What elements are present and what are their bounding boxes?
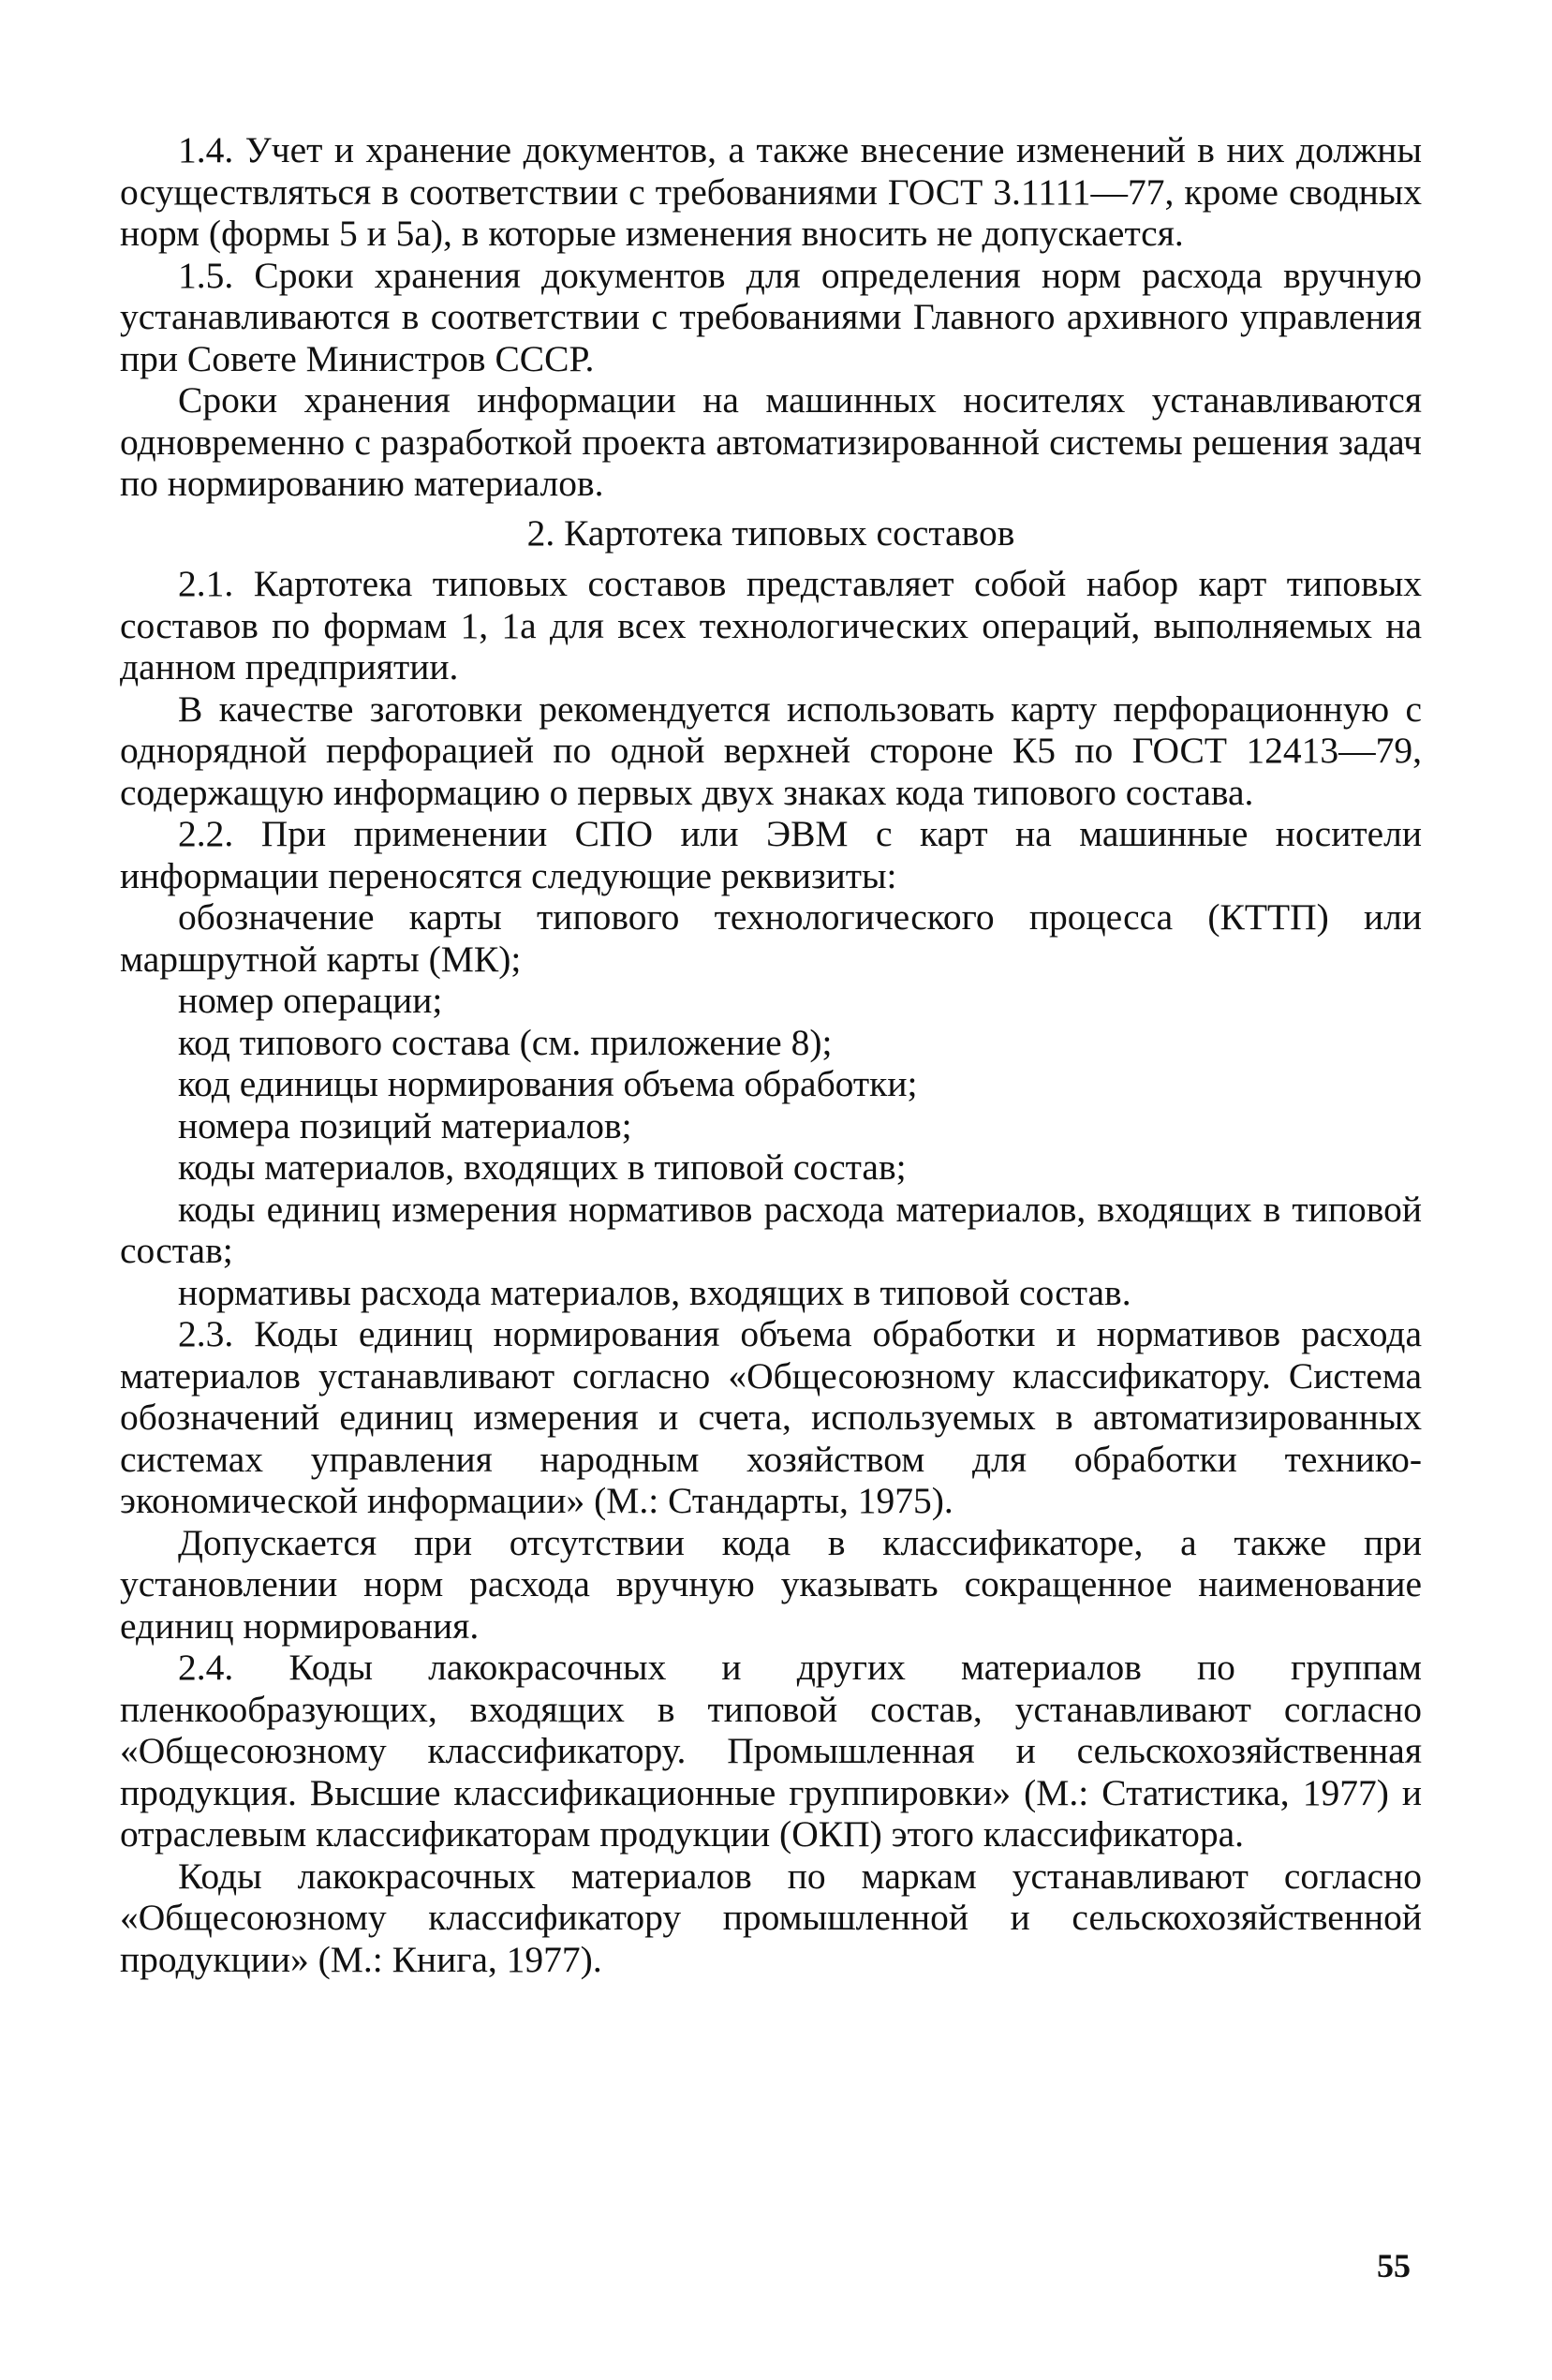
list-item: код единицы нормирования объема обработки; bbox=[178, 1063, 918, 1104]
paragraph-2-4-continuation: Коды лакокрасочных материалов по маркам устанавливают согласно «Общесоюзному классификатору промышленной и сельскохозяйственной продукции» (М.: Книга, 1977). bbox=[120, 1855, 1422, 1980]
paragraph-2-1: 2.1. Картотека типовых составов представляет собой набор карт типовых составов по формам 1, 1а для всех технологических операций, выполняемых на данном предприятии. bbox=[120, 563, 1422, 687]
list-item: коды единиц измерения нормативов расхода материалов, входящих в типовой состав; bbox=[120, 1188, 1422, 1271]
list-item: обозначение карты типового технологического процесса (КТТП) или маршрутной карты (МК); bbox=[120, 896, 1422, 980]
section-2-title: 2. Картотека типовых составов bbox=[526, 511, 1015, 554]
list-item: нормативы расхода материалов, входящих в типовой состав. bbox=[178, 1271, 1131, 1313]
paragraph-2-4: 2.4. Коды лакокрасочных и других материалов по группам пленкообразующих, входящих в типовой состав, устанавливают согласно «Общесоюзному классификатору. Промышленная и сельскохозяйственная продукция. Высшие классификационные группировки» (М.: Статистика, 1977) и отраслевым классификаторам продукции (ОКП) этого классификатора. bbox=[120, 1647, 1422, 1855]
list-item: код типового состава (см. приложение 8); bbox=[178, 1021, 833, 1063]
paragraph-1-4: 1.4. Учет и хранение документов, а также внесение изменений в них должны осуществляться в соответствии с требованиями ГОСТ 3.1111—77, кроме сводных норм (формы 5 и 5а), в которые изменения вносить не допускается. bbox=[120, 129, 1422, 254]
paragraph-1-5-continuation: Сроки хранения информации на машинных носителях устанавливаются одновременно с разработкой проекта автоматизированной системы решения задач по нормированию материалов. bbox=[120, 379, 1422, 504]
list-item: номера позиций материалов; bbox=[178, 1104, 632, 1146]
paragraph-2-3-continuation: Допускается при отсутствии кода в классификаторе, а также при установлении норм расхода вручную указывать сокращенное наименование единиц нормирования. bbox=[120, 1521, 1422, 1647]
paragraph-1-5: 1.5. Сроки хранения документов для определения норм расхода вручную устанавливаются в соответствии с требованиями Главного архивного управления при Совете Министров СССР. bbox=[120, 254, 1422, 379]
page-number: 55 bbox=[1377, 2247, 1411, 2284]
list-item: коды материалов, входящих в типовой состав; bbox=[178, 1146, 907, 1188]
paragraph-2-1-continuation: В качестве заготовки рекомендуется использовать карту перфорационную с однорядной перфорацией по одной верхней стороне К5 по ГОСТ 12413—79, содержащую информацию о первых двух знаках кода типового состава. bbox=[120, 687, 1422, 813]
page-body bbox=[120, 129, 1422, 1980]
paragraph-2-3: 2.3. Коды единиц нормирования объема обработки и нормативов расхода материалов устанавливают согласно «Общесоюзному классификатору. Система обозначений единиц измерения и счета, используемых в автоматизированных системах управления народным хозяйством для обработки технико-экономической информации» (М.: Стандарты, 1975). bbox=[120, 1313, 1422, 1521]
paragraph-2-2: 2.2. При применении СПО или ЭВМ с карт на машинные носители информации переносятся следующие реквизиты: bbox=[120, 813, 1422, 896]
list-item: номер операции; bbox=[178, 980, 443, 1021]
